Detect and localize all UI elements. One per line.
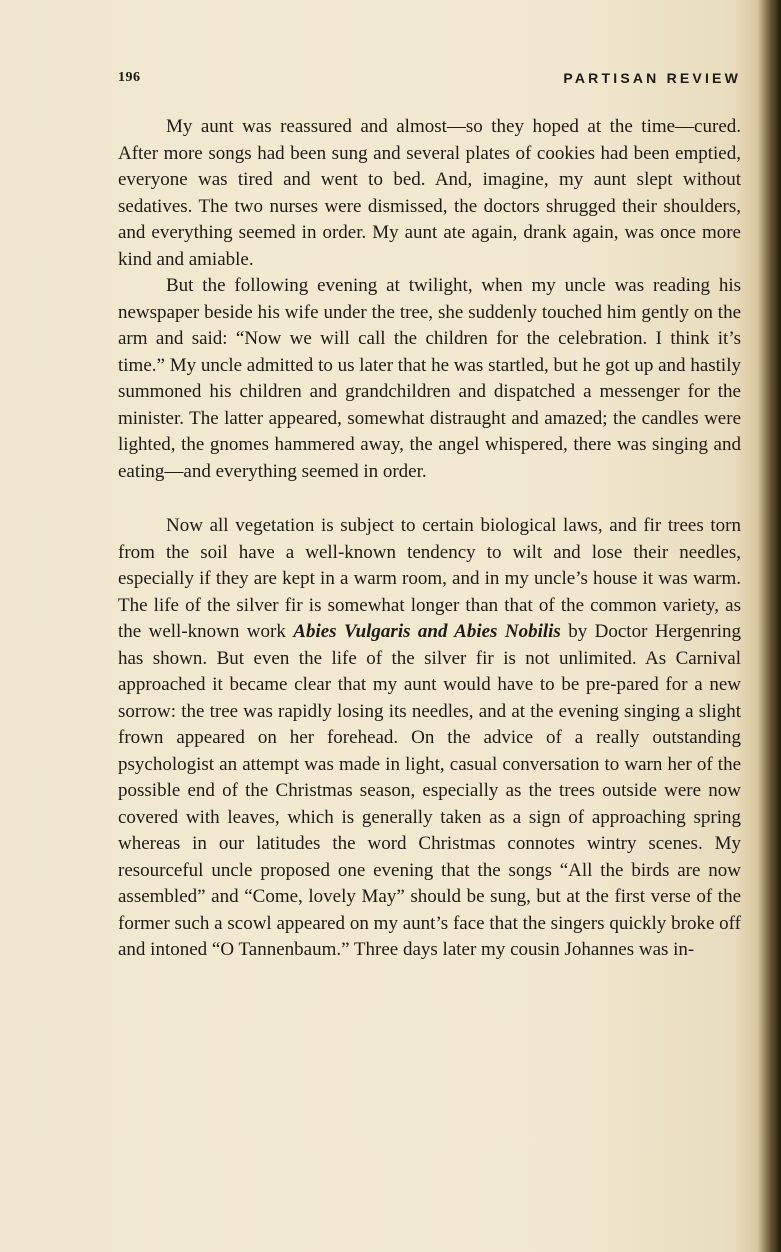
paragraph-3 <box>118 513 741 964</box>
paragraph-1: My aunt was reassured and almost—so they hoped at the time—cured. After more songs had been sung and several plates of cookies had been emptied, everyone was tired and went to bed. And, imagine, my aunt slept without sedatives. The two nurses were dismissed, the doctors shrugged their shoulders, and everything seemed in order. My aunt ate again, drank again, was once more kind and amiable. <box>118 116 741 270</box>
paragraph-3-start: Now all vegetation is subject to certain biological laws, and fir trees torn from the soil have a well-known tendency to wilt and lose their needles, especially if they are kept in a warm room, and in my uncle’s house it was warm. The life of the silver fir is somewhat longer than that of the common variety, as the well-known work <box>118 515 741 642</box>
page-number: 196 <box>118 70 141 85</box>
book-title-italic: Abies Vulgaris and Abies Nobilis <box>293 621 561 642</box>
journal-title: PARTISAN REVIEW <box>563 70 741 86</box>
paragraph-2: But the following evening at twilight, when my uncle was reading his newspaper beside his wife under the tree, she suddenly touched him gently on the arm and said: “Now we will call the children for the celebration. I think it’s time.” My uncle admitted to us later that he was startled, but he got up and hastily summoned his children and grandchildren and dispatched a messenger for the minister. The latter appeared, somewhat distraught and amazed; the candles were lighted, the gnomes hammered away, the angel whispered, there was singing and eating—and everything seemed in order. <box>118 275 741 482</box>
page-edge-shadow <box>769 0 781 1252</box>
section-break <box>118 485 741 513</box>
paragraph-3-end: by Doctor Hergenring has shown. But even the life of the silver fir is not unlimited. As Carnival approached it became clear that my aunt would have to be pre-pared for a new sorrow: the tree was rapidly losing its needles, and at the evening singing a slight frown appeared on her forehead. On the advice of a really outstanding psychologist an attempt was made in light, casual conversation to warn her of the possible end of the Christmas season, especially as the trees outside were now covered with leaves, which is generally taken as a sign of approaching spring whereas in our latitudes the word Christmas connotes wintry scenes. My resourceful uncle proposed one evening that the songs “All the birds are now assembled” and “Come, lovely May” should be sung, but at the first verse of the former such a scowl appeared on my aunt’s face that the singers quickly broke off and intoned “O Tannenbaum.” Three days later my cousin Johannes was in- <box>118 621 741 960</box>
running-head <box>118 70 741 92</box>
body-text <box>118 114 741 964</box>
